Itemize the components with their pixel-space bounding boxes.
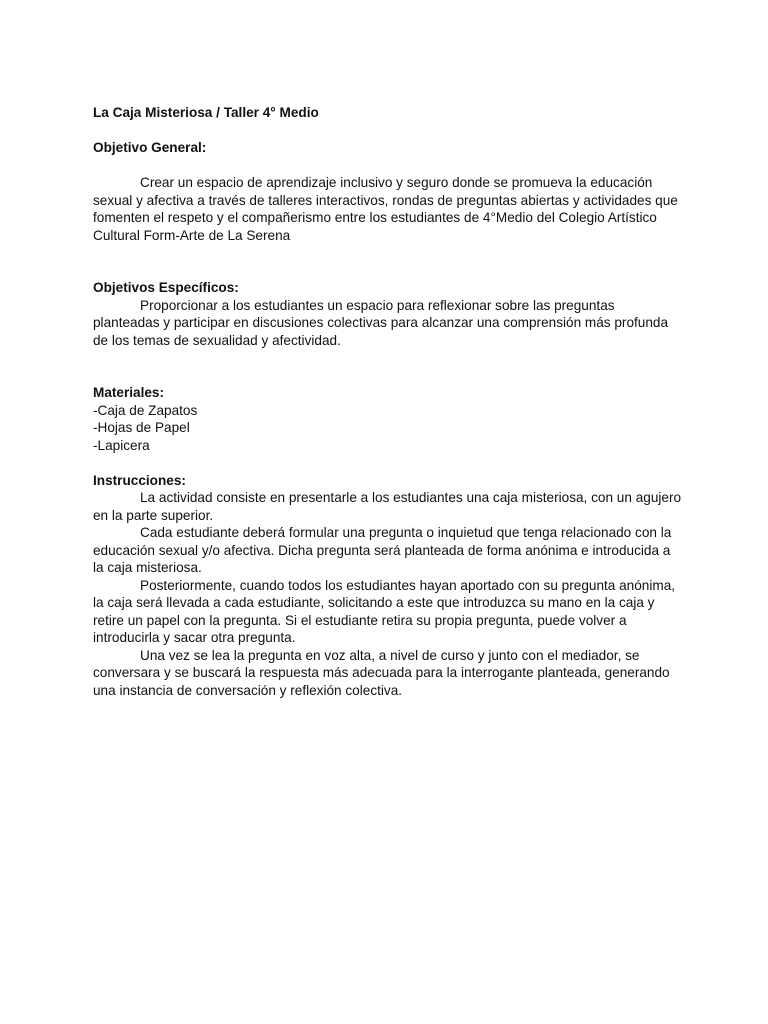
spacer: [93, 454, 683, 472]
instrucciones-paragraph: Cada estudiante deberá formular una pregunta o inquietud que tenga relacionado con la educación sexual y/o afectiva. Dicha pregunta será planteada de forma anónima e introducida a la caja misteriosa.: [93, 525, 672, 575]
instrucciones-heading: Instrucciones:: [93, 472, 186, 488]
objetivos-especificos-heading: Objetivos Específicos:: [93, 280, 239, 295]
objetivo-general-text: Crear un espacio de aprendizaje inclusivo y seguro donde se promueva la educación sexual y afectiva a través de talleres interactivos, rondas de preguntas abiertas y actividades que fomenten el respeto y el compañerismo entre los estudiantes de 4°Medio del Colegio Artístico Cultural Form-Arte de La Serena: [93, 175, 678, 243]
objetivos-especificos-text: Proporcionar a los estudiantes un espacio para reflexionar sobre las preguntas planteadas y participar en discusiones colectivas para alcanzar una comprensión más profunda de los temas de sexualidad y afectividad.: [93, 297, 669, 348]
materiales-item: -Hojas de Papel: [93, 420, 190, 435]
materiales-item: -Lapicera: [93, 437, 150, 453]
instrucciones-paragraph: Posteriormente, cuando todos los estudiantes hayan aportado con su pregunta anónima, la caja será llevada a cada estudiante, solicitando a este que introduzca su mano en la caja y retire un papel con la pregunta. Si el estudiante retira su propia pregunta, puede volver a introducirla y sacar otra pregunta.: [93, 577, 676, 645]
instrucciones-paragraph: Una vez se lea la pregunta en voz alta, a nivel de curso y junto con el mediador, se conversara y se buscará la respuesta más adecuada para la interrogante planteada, generando una instancia de conversación y reflexión colectiva.: [93, 647, 670, 698]
spacer: [93, 244, 683, 279]
objetivo-general-heading: Objetivo General:: [93, 140, 207, 155]
materiales-item: -Caja de Zapatos: [93, 402, 198, 418]
instrucciones-paragraph: La actividad consiste en presentarle a los estudiantes una caja misteriosa, con un agujero en la parte superior.: [93, 490, 682, 523]
spacer: [93, 349, 683, 384]
document-page: [93, 104, 683, 699]
materiales-heading: Materiales:: [93, 385, 165, 400]
spacer: [93, 157, 683, 175]
document-title: La Caja Misteriosa / Taller 4° Medio: [93, 105, 319, 120]
